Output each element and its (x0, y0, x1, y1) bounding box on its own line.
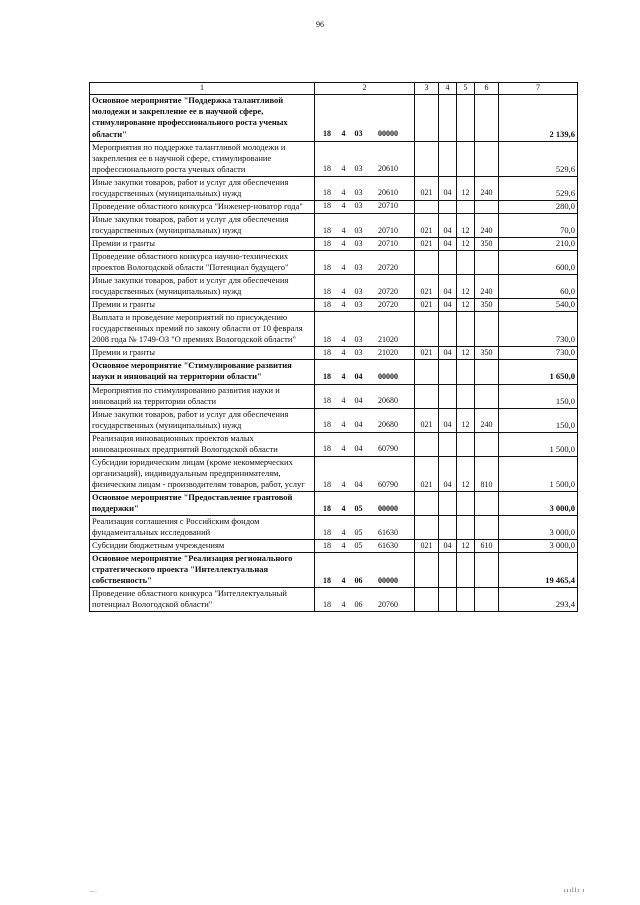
row-amount-cell: 3 000,0 (499, 540, 578, 553)
row-c6-cell: 350 (475, 237, 499, 250)
row-codes-cell (315, 540, 415, 553)
classification-code: 03 (354, 164, 363, 174)
classification-code: 20610 (378, 164, 398, 174)
table-row (90, 237, 578, 250)
classification-code: 4 (341, 575, 346, 585)
row-c3-cell (415, 200, 439, 213)
code-group (317, 420, 412, 430)
classification-code: 20720 (378, 286, 398, 296)
row-c5-cell (457, 95, 475, 141)
row-c6-cell (475, 251, 499, 275)
row-c6-cell (475, 384, 499, 408)
row-c4-cell (439, 200, 457, 213)
table-row (90, 200, 578, 213)
row-amount-cell: 529,6 (499, 141, 578, 176)
classification-code: 60790 (378, 444, 398, 454)
row-amount-cell: 210,0 (499, 237, 578, 250)
row-name-cell: Основное мероприятие "Предоставление грантовой поддержки" (90, 491, 315, 515)
row-c6-cell (475, 588, 499, 612)
row-amount-cell: 3 000,0 (499, 491, 578, 515)
row-codes-cell (315, 275, 415, 299)
row-name-cell: Проведение областного конкурса "Инженер-новатор года" (90, 200, 315, 213)
row-c6-cell: 610 (475, 540, 499, 553)
classification-code: 03 (354, 129, 363, 139)
classification-code: 18 (323, 348, 331, 358)
code-group (317, 239, 412, 249)
row-codes-cell (315, 213, 415, 237)
row-name-cell: Иные закупки товаров, работ и услуг для обеспечения государственных (муниципальных) нужд (90, 213, 315, 237)
classification-code: 4 (341, 444, 346, 454)
row-c6-cell (475, 491, 499, 515)
row-codes-cell (315, 237, 415, 250)
row-c3-cell (415, 516, 439, 540)
row-c3-cell: 021 (415, 176, 439, 200)
classification-code: 18 (323, 444, 331, 454)
row-codes-cell (315, 95, 415, 141)
row-amount-cell: 70,0 (499, 213, 578, 237)
classification-code: 20760 (378, 600, 398, 610)
row-c4-cell (439, 95, 457, 141)
table-body (90, 95, 578, 612)
classification-code: 18 (323, 164, 331, 174)
classification-code: 05 (354, 527, 363, 537)
classification-code: 18 (323, 600, 331, 610)
row-c5-cell (457, 516, 475, 540)
column-header: 1 (90, 83, 315, 95)
code-group (317, 528, 412, 538)
row-amount-cell: 3 000,0 (499, 516, 578, 540)
row-c3-cell (415, 251, 439, 275)
row-amount-cell: 600,0 (499, 251, 578, 275)
classification-code: 20720 (378, 262, 398, 272)
classification-code: 20680 (378, 420, 398, 430)
classification-code: 04 (354, 479, 363, 489)
row-c6-cell: 810 (475, 456, 499, 491)
code-group (317, 201, 412, 211)
row-c4-cell: 04 (439, 347, 457, 360)
row-c5-cell (457, 491, 475, 515)
classification-code: 04 (354, 396, 363, 406)
row-amount-cell: 150,0 (499, 408, 578, 432)
row-name-cell: Мероприятия по поддержке талантливой молодежи и закрепления ее в научной сфере, стимулирование профессионального роста ученых области (90, 141, 315, 176)
row-codes-cell (315, 408, 415, 432)
row-c5-cell: 12 (457, 275, 475, 299)
row-c3-cell (415, 491, 439, 515)
row-c4-cell: 04 (439, 540, 457, 553)
classification-code: 04 (354, 372, 363, 382)
row-amount-cell: 280,0 (499, 200, 578, 213)
column-header: 2 (315, 83, 415, 95)
page-number: 96 (316, 20, 324, 29)
code-group (317, 287, 412, 297)
table-row (90, 251, 578, 275)
classification-code: 4 (341, 334, 346, 344)
table-row (90, 432, 578, 456)
classification-code: 60790 (378, 479, 398, 489)
row-c6-cell: 240 (475, 213, 499, 237)
row-c5-cell: 12 (457, 213, 475, 237)
row-c5-cell: 12 (457, 237, 475, 250)
classification-code: 61630 (378, 540, 398, 550)
row-name-cell: Субсидии юридическим лицам (кроме некоммерческих организаций), индивидуальным предпринимателям, физическим лицам - производителям товаров, работ, услуг (90, 456, 315, 491)
code-group (317, 372, 412, 382)
table-row (90, 141, 578, 176)
classification-code: 21020 (378, 334, 398, 344)
row-c4-cell (439, 360, 457, 384)
scan-mark-right: ıııllı ı (564, 888, 586, 894)
row-c5-cell (457, 588, 475, 612)
classification-code: 4 (341, 527, 346, 537)
row-c3-cell (415, 432, 439, 456)
row-c4-cell: 04 (439, 299, 457, 312)
row-c5-cell: 12 (457, 408, 475, 432)
classification-code: 18 (323, 188, 331, 198)
row-codes-cell (315, 251, 415, 275)
row-name-cell: Основное мероприятие "Реализация регионального стратегического проекта "Интеллектуальная собственность" (90, 553, 315, 588)
table-header-row (90, 83, 578, 95)
classification-code: 21020 (378, 348, 398, 358)
classification-code: 18 (323, 225, 331, 235)
row-amount-cell: 730,0 (499, 312, 578, 347)
row-c4-cell (439, 516, 457, 540)
classification-code: 4 (341, 262, 346, 272)
classification-code: 18 (323, 201, 331, 211)
classification-code: 18 (323, 479, 331, 489)
row-c3-cell (415, 312, 439, 347)
row-codes-cell (315, 312, 415, 347)
row-c3-cell: 021 (415, 237, 439, 250)
row-amount-cell: 293,4 (499, 588, 578, 612)
code-group (317, 335, 412, 345)
row-c6-cell (475, 553, 499, 588)
row-c6-cell (475, 516, 499, 540)
row-c4-cell: 04 (439, 408, 457, 432)
classification-code: 05 (354, 503, 363, 513)
row-codes-cell (315, 432, 415, 456)
classification-code: 4 (341, 540, 346, 550)
table-row (90, 384, 578, 408)
classification-code: 18 (323, 238, 331, 248)
column-header: 5 (457, 83, 475, 95)
row-c3-cell: 021 (415, 275, 439, 299)
table-row (90, 588, 578, 612)
row-c5-cell (457, 384, 475, 408)
classification-code: 18 (323, 503, 331, 513)
row-name-cell: Реализация инновационных проектов малых инновационных предприятий Вологодской области (90, 432, 315, 456)
row-c4-cell (439, 432, 457, 456)
classification-code: 00000 (378, 503, 398, 513)
classification-code: 20680 (378, 396, 398, 406)
row-c5-cell: 12 (457, 299, 475, 312)
classification-code: 18 (323, 262, 331, 272)
classification-code: 04 (354, 444, 363, 454)
classification-code: 4 (341, 600, 346, 610)
row-c5-cell (457, 553, 475, 588)
row-c3-cell: 021 (415, 456, 439, 491)
row-codes-cell (315, 456, 415, 491)
code-group (317, 226, 412, 236)
classification-code: 00000 (378, 372, 398, 382)
row-c6-cell: 240 (475, 176, 499, 200)
classification-code: 4 (341, 420, 346, 430)
row-name-cell: Проведение областного конкурса "Интеллектуальный потенциал Вологодской области" (90, 588, 315, 612)
table-row (90, 176, 578, 200)
row-c3-cell: 021 (415, 408, 439, 432)
classification-code: 03 (354, 348, 363, 358)
row-c3-cell: 021 (415, 213, 439, 237)
row-codes-cell (315, 347, 415, 360)
classification-code: 18 (323, 299, 331, 309)
table-row (90, 347, 578, 360)
row-name-cell: Основное мероприятие "Стимулирование развития науки и инноваций на территории области" (90, 360, 315, 384)
classification-code: 00000 (378, 129, 398, 139)
row-amount-cell: 1 500,0 (499, 456, 578, 491)
row-name-cell: Иные закупки товаров, работ и услуг для обеспечения государственных (муниципальных) нужд (90, 275, 315, 299)
row-codes-cell (315, 588, 415, 612)
code-group (317, 300, 412, 310)
classification-code: 4 (341, 225, 346, 235)
row-c4-cell: 04 (439, 456, 457, 491)
row-amount-cell: 1 650,0 (499, 360, 578, 384)
classification-code: 20710 (378, 201, 398, 211)
classification-code: 4 (341, 188, 346, 198)
row-c6-cell: 350 (475, 347, 499, 360)
classification-code: 4 (341, 372, 346, 382)
table-row (90, 213, 578, 237)
classification-code: 18 (323, 334, 331, 344)
classification-code: 03 (354, 225, 363, 235)
table-row (90, 491, 578, 515)
row-name-cell: Выплата и проведение мероприятий по присуждению государственных премий по закону области от 10 февраля 2008 года № 1749-ОЗ "О премиях Вологодской области" (90, 312, 315, 347)
classification-code: 00000 (378, 575, 398, 585)
classification-code: 18 (323, 286, 331, 296)
row-c6-cell (475, 360, 499, 384)
table-row (90, 312, 578, 347)
table-row (90, 540, 578, 553)
row-c5-cell (457, 432, 475, 456)
row-c6-cell (475, 95, 499, 141)
code-group (317, 576, 412, 586)
row-c3-cell (415, 360, 439, 384)
row-c4-cell: 04 (439, 213, 457, 237)
code-group (317, 263, 412, 273)
classification-code: 18 (323, 396, 331, 406)
row-codes-cell (315, 141, 415, 176)
code-group (317, 129, 412, 139)
classification-code: 4 (341, 348, 346, 358)
row-name-cell: Иные закупки товаров, работ и услуг для обеспечения государственных (муниципальных) нужд (90, 176, 315, 200)
row-amount-cell: 730,0 (499, 347, 578, 360)
row-codes-cell (315, 299, 415, 312)
row-c3-cell (415, 141, 439, 176)
code-group (317, 600, 412, 610)
column-header: 7 (499, 83, 578, 95)
classification-code: 18 (323, 527, 331, 537)
row-name-cell: Субсидии бюджетным учреждениям (90, 540, 315, 553)
row-amount-cell: 60,0 (499, 275, 578, 299)
row-c4-cell (439, 312, 457, 347)
row-codes-cell (315, 384, 415, 408)
row-amount-cell: 540,0 (499, 299, 578, 312)
column-header: 4 (439, 83, 457, 95)
row-c4-cell (439, 491, 457, 515)
classification-code: 18 (323, 575, 331, 585)
classification-code: 20710 (378, 225, 398, 235)
code-group (317, 188, 412, 198)
row-c5-cell (457, 141, 475, 176)
classification-code: 05 (354, 540, 363, 550)
row-amount-cell: 2 139,6 (499, 95, 578, 141)
code-group (317, 504, 412, 514)
row-c4-cell (439, 251, 457, 275)
code-group (317, 541, 412, 551)
table-row (90, 553, 578, 588)
row-c6-cell (475, 312, 499, 347)
classification-code: 20720 (378, 299, 398, 309)
classification-code: 20610 (378, 188, 398, 198)
row-c3-cell: 021 (415, 540, 439, 553)
row-c3-cell (415, 553, 439, 588)
code-group (317, 480, 412, 490)
budget-table (89, 82, 578, 612)
row-c6-cell (475, 200, 499, 213)
row-name-cell: Проведение областного конкурса научно-технических проектов Вологодской области "Потенциал будущего" (90, 251, 315, 275)
row-amount-cell: 529,6 (499, 176, 578, 200)
table-row (90, 95, 578, 141)
row-codes-cell (315, 200, 415, 213)
row-c5-cell: 12 (457, 540, 475, 553)
classification-code: 03 (354, 299, 363, 309)
row-codes-cell (315, 516, 415, 540)
classification-code: 4 (341, 129, 346, 139)
row-c5-cell (457, 200, 475, 213)
row-c3-cell (415, 384, 439, 408)
classification-code: 03 (354, 238, 363, 248)
row-c3-cell: 021 (415, 347, 439, 360)
classification-code: 03 (354, 262, 363, 272)
row-c6-cell: 240 (475, 408, 499, 432)
code-group (317, 396, 412, 406)
row-c4-cell: 04 (439, 275, 457, 299)
table-row (90, 275, 578, 299)
classification-code: 4 (341, 503, 346, 513)
row-codes-cell (315, 360, 415, 384)
row-amount-cell: 1 500,0 (499, 432, 578, 456)
row-c3-cell: 021 (415, 299, 439, 312)
table-row (90, 360, 578, 384)
table-row (90, 408, 578, 432)
classification-code: 4 (341, 299, 346, 309)
classification-code: 61630 (378, 527, 398, 537)
table-row (90, 456, 578, 491)
row-name-cell: Реализация соглашения с Российским фондом фундаментальных исследований (90, 516, 315, 540)
classification-code: 4 (341, 396, 346, 406)
classification-code: 20710 (378, 238, 398, 248)
row-name-cell: Премии и гранты (90, 299, 315, 312)
row-c4-cell (439, 553, 457, 588)
row-c3-cell (415, 588, 439, 612)
row-c5-cell: 12 (457, 176, 475, 200)
row-c5-cell: 12 (457, 456, 475, 491)
row-c5-cell (457, 251, 475, 275)
table-row (90, 299, 578, 312)
row-c4-cell (439, 141, 457, 176)
classification-code: 03 (354, 188, 363, 198)
row-c4-cell (439, 588, 457, 612)
row-c4-cell: 04 (439, 237, 457, 250)
classification-code: 4 (341, 479, 346, 489)
row-codes-cell (315, 176, 415, 200)
classification-code: 18 (323, 372, 331, 382)
row-name-cell: Основное мероприятие "Поддержка талантливой молодежи и закрепление ее в научной сфере, стимулирование профессионального роста ученых области" (90, 95, 315, 141)
scan-mark-left: –·· (90, 889, 97, 895)
classification-code: 4 (341, 238, 346, 248)
row-codes-cell (315, 553, 415, 588)
classification-code: 18 (323, 129, 331, 139)
row-name-cell: Премии и гранты (90, 237, 315, 250)
row-name-cell: Иные закупки товаров, работ и услуг для обеспечения государственных (муниципальных) нужд (90, 408, 315, 432)
row-c4-cell: 04 (439, 176, 457, 200)
row-c6-cell: 240 (475, 275, 499, 299)
row-c5-cell (457, 360, 475, 384)
code-group (317, 348, 412, 358)
code-group (317, 444, 412, 454)
row-c6-cell: 350 (475, 299, 499, 312)
row-codes-cell (315, 491, 415, 515)
table-row (90, 516, 578, 540)
classification-code: 4 (341, 286, 346, 296)
classification-code: 04 (354, 420, 363, 430)
classification-code: 06 (354, 600, 363, 610)
classification-code: 4 (341, 201, 346, 211)
row-c5-cell: 12 (457, 347, 475, 360)
classification-code: 03 (354, 334, 363, 344)
row-name-cell: Мероприятия по стимулированию развития науки и инноваций на территории области (90, 384, 315, 408)
classification-code: 4 (341, 164, 346, 174)
column-header: 6 (475, 83, 499, 95)
classification-code: 06 (354, 575, 363, 585)
row-c6-cell (475, 141, 499, 176)
classification-code: 03 (354, 286, 363, 296)
row-c5-cell (457, 312, 475, 347)
row-amount-cell: 150,0 (499, 384, 578, 408)
code-group (317, 164, 412, 174)
row-name-cell: Премии и гранты (90, 347, 315, 360)
row-amount-cell: 19 465,4 (499, 553, 578, 588)
classification-code: 03 (354, 201, 363, 211)
row-c3-cell (415, 95, 439, 141)
row-c4-cell (439, 384, 457, 408)
classification-code: 18 (323, 540, 331, 550)
classification-code: 18 (323, 420, 331, 430)
row-c6-cell (475, 432, 499, 456)
column-header: 3 (415, 83, 439, 95)
